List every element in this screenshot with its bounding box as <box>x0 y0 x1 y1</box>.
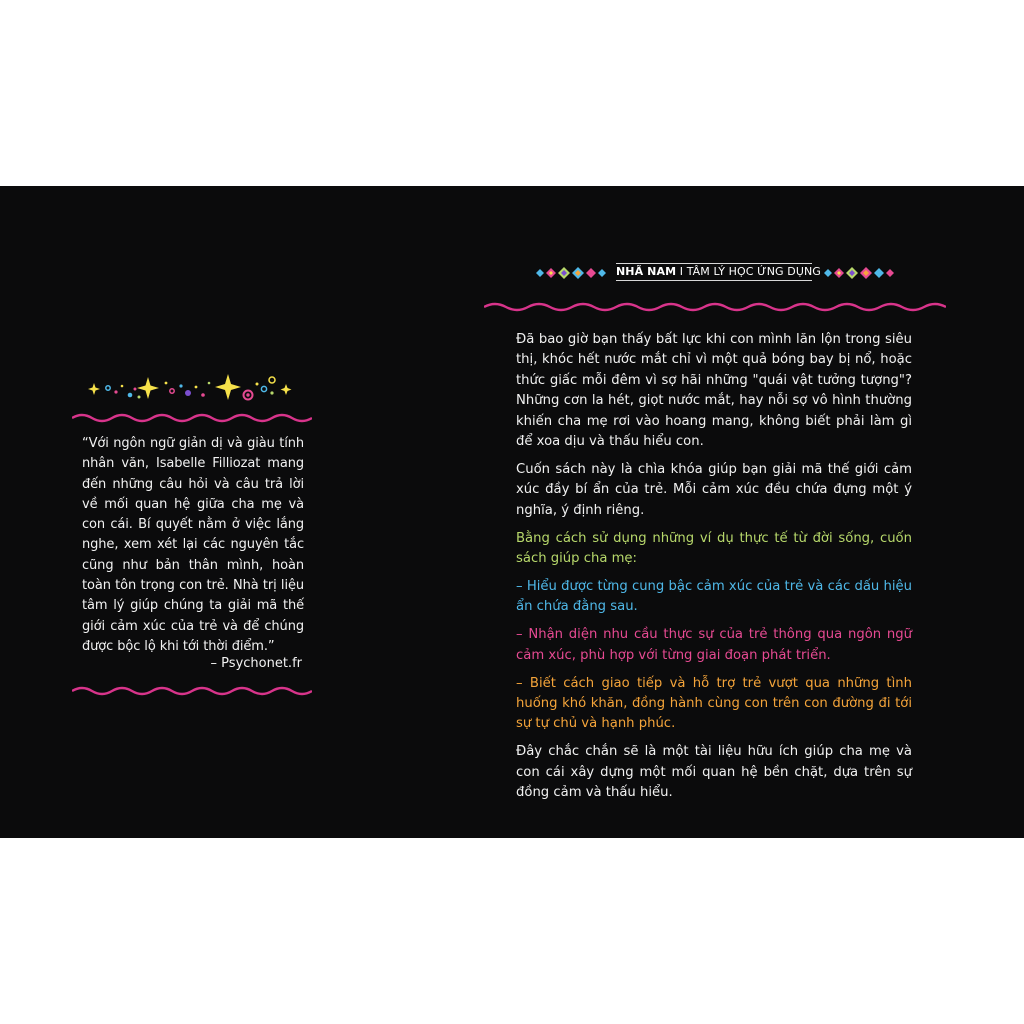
description-bullet-2: – Nhận diện nhu cầu thực sự của trẻ thông qua ngôn ngữ cảm xúc, phù hợp với từng giai đoạn phát triển. <box>516 627 912 663</box>
description-paragraph-1: Đã bao giờ bạn thấy bất lực khi con mình lăn lộn trong siêu thị, khóc hết nước mắt chỉ vì một quả bóng bay bị nổ, hoặc thức giấc mỗi đêm vì sợ hãi những "quái vật tưởng tượng"? Những cơn la hét, giọt nước mắt, hay nỗi sợ vô hình thường khiến cha mẹ rơi vào hoang mang, không biết phải làm gì để xoa dịu và thấu hiểu con. <box>516 332 912 450</box>
description-intro-list: Bằng cách sử dụng những ví dụ thực tế từ đời sống, cuốn sách giúp cha mẹ: <box>516 530 912 567</box>
wavy-line-divider-bottom <box>72 684 312 698</box>
wavy-line-divider-right <box>484 300 946 314</box>
book-description <box>516 330 912 811</box>
sparkle-star-icon <box>88 374 292 400</box>
series-name: TÂM LÝ HỌC ỨNG DỤNG <box>686 265 821 278</box>
wavy-line-divider-top <box>72 411 312 425</box>
review-quote: “Với ngôn ngữ giản dị và giàu tính nhân văn, Isabelle Filliozat mang đến những câu hỏi và câu trả lời về mối quan hệ giữa cha mẹ và con cái. Bí quyết nằm ở việc lắng nghe, xem xét lại các nguyên tắc cũng như bản thân mình, hoàn toàn tôn trọng con trẻ. Nhà trị liệu tâm lý giúp chúng ta giải mã thế giới cảm xúc của trẻ và để chúng được bộc lộ khi tới thời điểm.” <box>82 436 304 654</box>
quote-source: – Psychonet.fr <box>210 656 302 671</box>
diamond-ornament-left <box>536 267 606 279</box>
brand-separator: I <box>679 265 684 278</box>
description-paragraph-2: Cuốn sách này là chìa khóa giúp bạn giải mã thế giới cảm xúc đầy bí ẩn của trẻ. Mỗi cảm xúc đều chứa đựng một ý nghĩa, ý định riêng. <box>516 461 912 518</box>
publisher-brand <box>616 265 821 278</box>
diamond-ornament-right <box>824 267 894 279</box>
publisher-name: NHÃ NAM <box>616 265 677 278</box>
brand-rule-bottom <box>616 280 812 281</box>
description-bullet-1: – Hiểu được từng cung bậc cảm xúc của trẻ và các dấu hiệu ẩn chứa đằng sau. <box>516 578 912 615</box>
description-bullet-3: – Biết cách giao tiếp và hỗ trợ trẻ vượt qua những tình huống khó khăn, đồng hành cùng con trên con đường đi tới sự tự chủ và hạnh phúc. <box>516 675 912 732</box>
brand-rule-top <box>616 263 812 264</box>
sparkle-stars-decoration <box>86 371 296 405</box>
colored-dots-icon <box>106 377 275 400</box>
description-paragraph-4: Đây chắc chắn sẽ là một tài liệu hữu ích giúp cha mẹ và con cái xây dựng một mối quan hệ bền chặt, dựa trên sự đồng cảm và thấu hiểu. <box>516 744 912 801</box>
